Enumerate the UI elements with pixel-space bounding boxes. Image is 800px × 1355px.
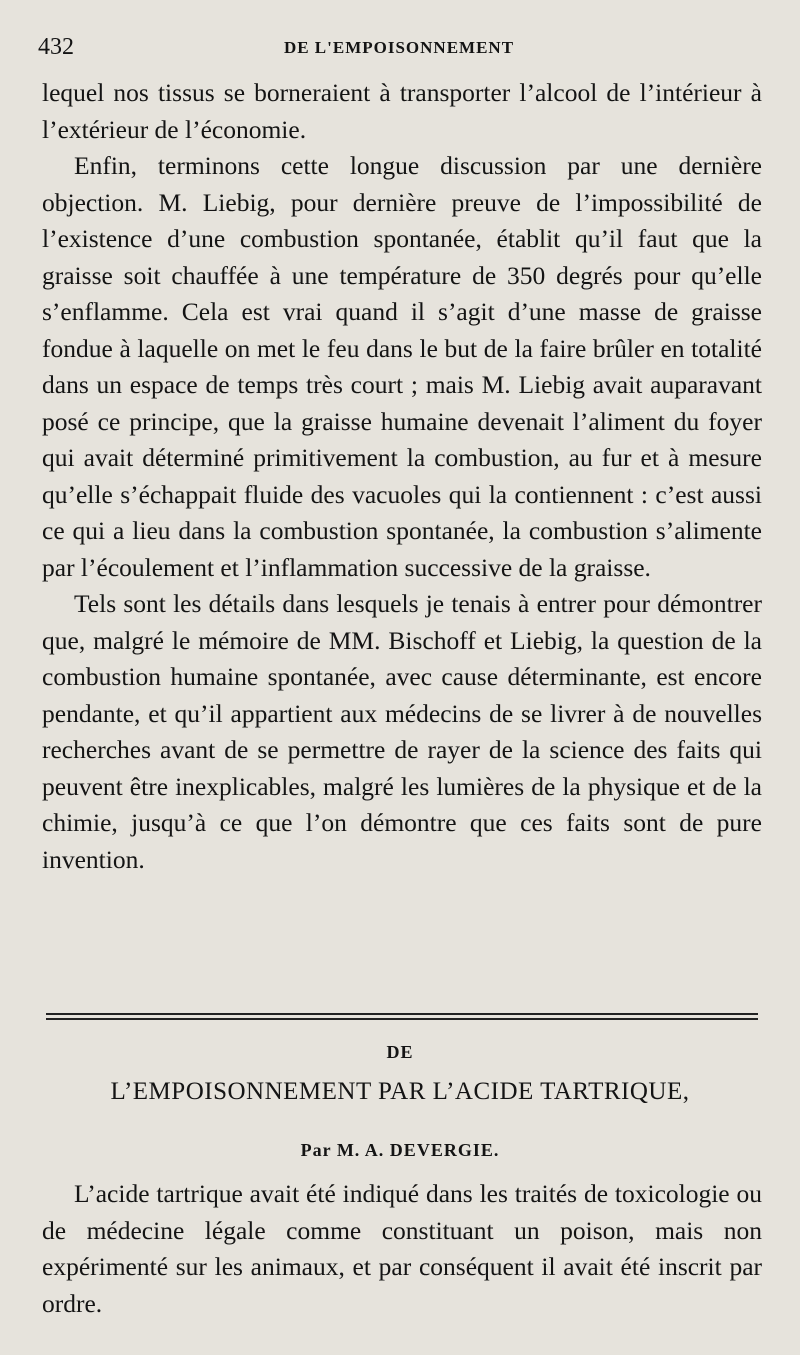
running-head <box>38 30 760 64</box>
paragraph-objection: Enfin, terminons cette longue discussion par une dernière objection. M. Liebig, pour dernière preuve de l’impossibilité de l’existence d’une combustion spontanée, établit qu’il faut que la graisse soit chauffée à une température de 350 degrés pour qu’elle s’enflamme. Cela est vrai quand il s’agit d’une masse de graisse fondue à laquelle on met le feu dans le but de la faire brûler en totalité dans un espace de temps très court ; mais M. Liebig avait auparavant posé ce principe, que la graisse humaine devenait l’aliment du foyer qui avait déterminé primitivement la combustion, au fur et à mesure qu’elle s’échappait fluide des vacuoles qui la contiennent : c’est aussi ce qui a lieu dans la combustion spontanée, la combustion s’alimente par l’écoulement et l’inflammation successive de la graisse. <box>42 151 762 582</box>
section-byline: Par M. A. DEVERGIE. <box>300 1140 500 1160</box>
running-title: DE L'EMPOISONNEMENT <box>283 38 515 57</box>
page-number: 432 <box>38 34 74 60</box>
body-text-bottom <box>42 1176 762 1322</box>
section-divider-rule-thin <box>46 1018 758 1020</box>
section-title: L’EMPOISONNEMENT PAR L’ACIDE TARTRIQUE, <box>110 1078 690 1105</box>
paragraph-continuation: lequel nos tissus se borneraient à transporter l’alcool de l’intérieur à l’extérieur de l’économie. <box>42 78 762 144</box>
section-prefix: DE <box>386 1042 414 1062</box>
paragraph-tartaric-acid: L’acide tartrique avait été indiqué dans les traités de toxicologie ou de médecine légale comme constituant un poison, mais non expérimenté sur les animaux, et par conséquent il avait été inscrit par ordre. <box>42 1179 762 1318</box>
body-text-top <box>42 75 762 878</box>
paragraph-conclusion: Tels sont les détails dans lesquels je tenais à entrer pour démontrer que, malgré le mémoire de MM. Bischoff et Liebig, la question de la combustion humaine spontanée, avec cause déterminante, est encore pendante, et qu’il appartient aux médecins de se livrer à de nouvelles recherches avant de se permettre de rayer de la science des faits qui peuvent être inexplicables, malgré les lumières de la physique et de la chimie, jusqu’à ce que l’on démontre que ces faits sont de pure invention. <box>42 589 762 874</box>
section-divider-rule <box>46 1013 758 1015</box>
